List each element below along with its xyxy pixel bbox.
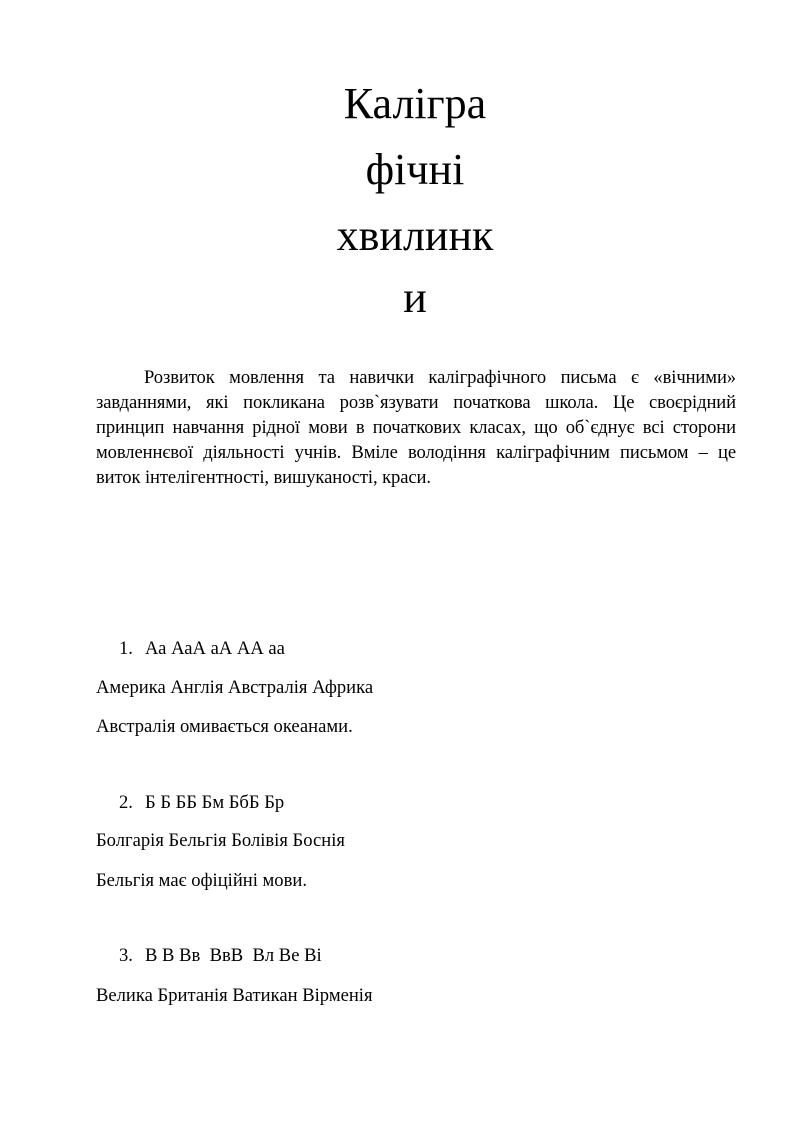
exercise-2-number: 2. — [119, 792, 133, 813]
exercise-3-number: 3. — [119, 945, 133, 966]
exercise-1-letters: Аа АаА аА АА аа — [145, 638, 285, 659]
title-line-3: хвилинк — [336, 211, 494, 260]
exercise-1-words: Америка Англія Австралія Африка — [96, 677, 374, 698]
exercise-3-words: Велика Британія Ватикан Вірменія — [96, 985, 373, 1006]
title-line-1: Калігра — [343, 79, 487, 128]
exercise-1-sentence: Австралія омивається океанами. — [96, 716, 353, 737]
exercise-3-letters: В В Вв ВвВ Вл Ве Ві — [145, 945, 322, 966]
exercise-1-number: 1. — [119, 638, 133, 659]
exercise-2-letters: Б Б ББ Бм БбБ Бр — [145, 792, 285, 813]
intro-paragraph — [96, 365, 736, 490]
exercise-2-sentence: Бельгія має офіційні мови. — [96, 870, 307, 891]
exercise-2-words: Болгарія Бельгія Болівія Боснія — [96, 830, 345, 851]
title-line-4: и — [403, 273, 427, 322]
title-line-2: фічні — [365, 145, 465, 194]
intro-text: Розвиток мовлення та навички каліграфічного письма є «вічними» завданнями, які покликана розв`язувати початкова школа. Це своєрідний принцип навчання рідної мови в початкових класах, що об`єднує всі сторони мовленнєвої діяльності учнів. Вміле володіння каліграфічним письмом – це виток інтелігентності, вишуканості, краси. — [96, 367, 736, 488]
